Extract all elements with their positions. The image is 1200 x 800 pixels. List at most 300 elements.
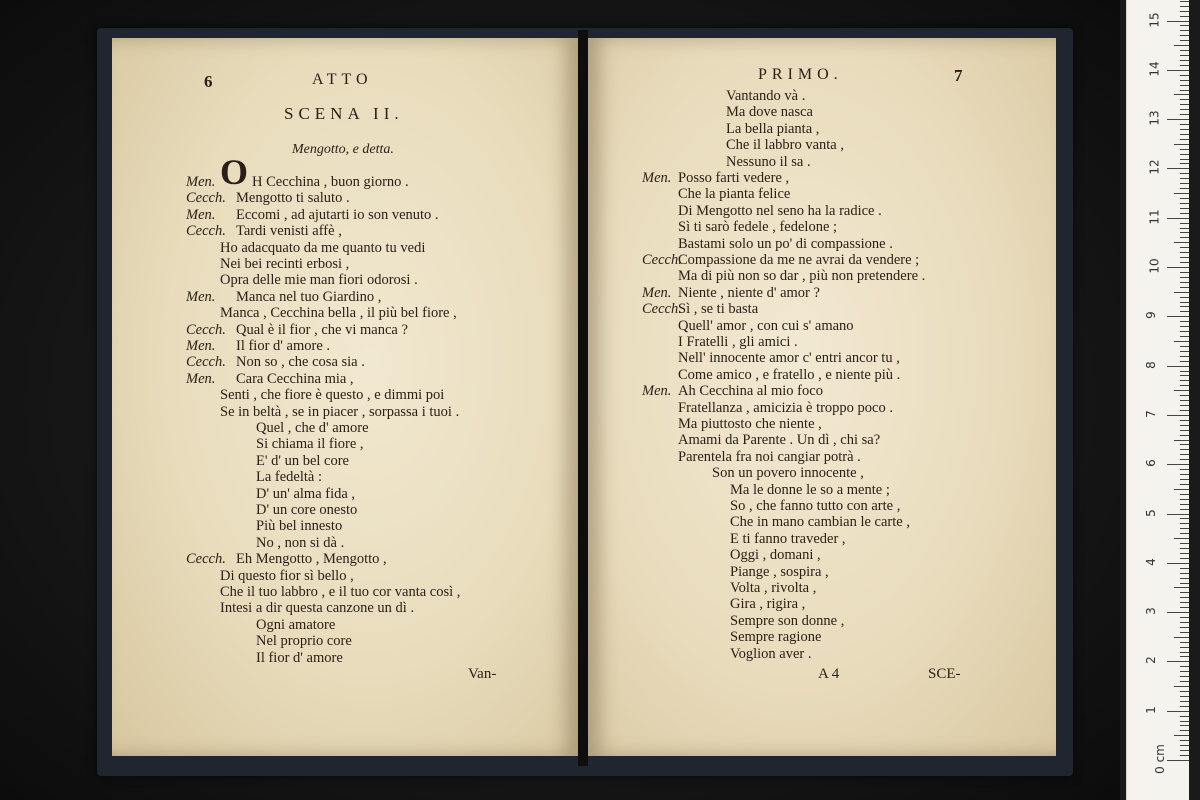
verse-text: Senti , che fiore è questo , e dimmi poi — [220, 387, 445, 404]
speaker-label: Men. — [642, 170, 672, 186]
verse-text: Piange , sospira , — [730, 563, 829, 580]
verse-line — [642, 498, 1054, 515]
ruler-number: 7 — [1143, 410, 1158, 418]
ruler-tick — [1167, 612, 1189, 613]
speaker-label: Men. — [186, 174, 216, 190]
ruler-tick — [1180, 543, 1189, 544]
speaker-label: Men. — [642, 284, 672, 301]
ruler-tick — [1174, 45, 1189, 46]
ruler-tick — [1180, 454, 1189, 455]
ruler-tick — [1180, 721, 1189, 722]
verse-line — [642, 580, 1054, 597]
verse-text: Voglion aver . — [730, 645, 812, 662]
ruler-tick — [1180, 666, 1189, 667]
ruler-tick — [1180, 597, 1189, 598]
ruler-tick — [1180, 208, 1189, 209]
verse-text: H Cecchina , buon giorno . — [252, 174, 409, 190]
verse-text: Ma dove nasca — [726, 104, 813, 121]
verse-line — [186, 190, 576, 207]
verse-text: Qual è il fior , che vi manca ? — [236, 321, 408, 338]
verse-line — [642, 564, 1054, 581]
verse-text: Intesi a dir questa canzone un dì . — [220, 600, 415, 617]
ruler-tick — [1167, 563, 1189, 564]
left-page — [112, 38, 580, 756]
ruler-number: 4 — [1143, 557, 1158, 566]
ruler-tick — [1174, 341, 1189, 342]
ruler-tick — [1180, 277, 1189, 278]
ruler-tick — [1180, 469, 1189, 470]
ruler-tick — [1180, 30, 1189, 31]
ruler-tick — [1180, 272, 1189, 273]
catchword: SCE- — [928, 666, 961, 682]
ruler-tick — [1180, 232, 1189, 233]
verse-line — [186, 256, 576, 273]
ruler-tick — [1180, 99, 1189, 100]
ruler-tick — [1180, 622, 1189, 623]
right-page — [586, 38, 1056, 756]
verse-text: Eh Mengotto , Mengotto , — [236, 551, 387, 568]
verse-line — [642, 514, 1054, 531]
verse-text: Sì ti sarò fedele , fedelone ; — [678, 219, 838, 236]
ruler-tick — [1180, 701, 1189, 702]
ruler-tick — [1180, 11, 1189, 12]
verse-text: Nessuno il sa . — [726, 153, 811, 170]
ruler-tick — [1180, 198, 1189, 199]
verse-text: Cara Cecchina mia , — [236, 370, 354, 387]
ruler-tick — [1180, 420, 1189, 421]
ruler-tick — [1167, 711, 1189, 712]
ruler-tick — [1180, 449, 1189, 450]
verse-text: Gira , rigira , — [730, 596, 806, 613]
verse-text: I Fratelli , gli amici . — [678, 334, 798, 350]
ruler-tick — [1180, 499, 1189, 500]
ruler-number: 1 — [1143, 705, 1158, 714]
ruler-tick — [1174, 489, 1189, 490]
ruler-tick — [1180, 410, 1189, 411]
catchword: Van- — [468, 666, 497, 682]
verse-text: Ah Cecchina al mio foco — [678, 383, 823, 400]
ruler-number: 9 — [1143, 311, 1158, 320]
ruler-tick — [1180, 430, 1189, 431]
verse-line — [642, 416, 1054, 433]
ruler-tick — [1180, 75, 1189, 76]
verse-line — [186, 617, 576, 634]
ruler-tick — [1180, 282, 1189, 283]
verse-text: No , non si dà . — [256, 534, 345, 551]
ruler-tick — [1180, 568, 1189, 569]
ruler-unit: 0 cm — [1152, 744, 1167, 774]
ruler-tick — [1180, 306, 1189, 307]
ruler-tick — [1180, 346, 1189, 347]
verse-text: Che la pianta felice — [678, 186, 791, 203]
verse-line — [642, 449, 1054, 466]
verse-text: Il fior d' amore — [256, 649, 343, 666]
ruler-tick — [1180, 740, 1189, 741]
verse-text: Opra delle mie man fiori odorosi . — [220, 272, 418, 289]
verse-text: So , che fanno tutto con arte , — [730, 498, 901, 514]
speaker-label: Men. — [186, 338, 216, 354]
ruler-tick — [1180, 252, 1189, 253]
verse-text: Nell' innocente amor c' entri ancor tu , — [678, 350, 900, 367]
verse-line — [642, 350, 1054, 367]
ruler-tick — [1174, 242, 1189, 243]
verse-line — [186, 404, 576, 421]
verse-line — [642, 465, 1054, 482]
ruler-number: 15 — [1147, 11, 1162, 28]
verse-text: Nei bei recinti erbosi , — [220, 256, 350, 272]
verse-line — [186, 338, 576, 355]
signature-mark: A 4 — [818, 666, 840, 682]
ruler-tick — [1180, 528, 1189, 529]
ruler-tick — [1180, 124, 1189, 125]
verse-line — [186, 600, 576, 617]
verse-line — [642, 334, 1054, 351]
ruler-tick — [1180, 371, 1189, 372]
verse-line — [642, 432, 1054, 449]
ruler-tick — [1180, 691, 1189, 692]
ruler-tick — [1167, 464, 1189, 465]
verse-text: Se in beltà , se in piacer , sorpassa i tuoi . — [220, 403, 460, 420]
ruler-tick — [1180, 183, 1189, 184]
verse-line — [642, 203, 1054, 220]
ruler-tick — [1180, 533, 1189, 534]
ruler-number: 8 — [1143, 360, 1158, 369]
ruler-tick — [1180, 435, 1189, 436]
ruler-tick — [1180, 257, 1189, 258]
verse-text: Non so , che cosa sia . — [236, 354, 365, 371]
ruler-tick — [1180, 213, 1189, 214]
ruler-tick — [1180, 149, 1189, 150]
verse-text: E ti fanno traveder , — [730, 530, 846, 547]
verse-text: Il fior d' amore . — [236, 338, 331, 354]
verse-line — [186, 371, 576, 388]
ruler-tick — [1180, 203, 1189, 204]
verse-text: Mengotto ti saluto . — [236, 190, 350, 207]
verse-text: Quel , che d' amore — [256, 420, 369, 436]
ruler-tick — [1180, 287, 1189, 288]
ruler-tick — [1180, 188, 1189, 189]
verse-text: Più bel innesto — [256, 518, 343, 535]
verse-line — [642, 186, 1054, 203]
verse-text: Che il tuo labbro , e il tuo cor vanta così , — [220, 584, 461, 600]
verse-line — [186, 453, 576, 470]
ruler-tick — [1167, 218, 1189, 219]
verse-line — [186, 436, 576, 453]
ruler-tick — [1180, 548, 1189, 549]
ruler-tick — [1180, 632, 1189, 633]
verse-line — [642, 252, 1054, 269]
page-number: 6 — [204, 72, 213, 91]
ruler-tick — [1180, 159, 1189, 160]
ruler-tick — [1180, 716, 1189, 717]
ruler-tick — [1180, 85, 1189, 86]
verse-line — [642, 547, 1054, 564]
ruler-tick — [1180, 656, 1189, 657]
verse-line — [186, 240, 576, 257]
verse-line — [642, 531, 1054, 548]
verse-text: Son un povero innocente , — [712, 465, 864, 482]
verse-text: E' d' un bel core — [256, 452, 349, 469]
ruler-tick — [1174, 440, 1189, 441]
ruler-tick — [1180, 395, 1189, 396]
ruler-tick — [1167, 119, 1189, 120]
verse-line — [642, 170, 1054, 187]
ruler-tick — [1180, 154, 1189, 155]
ruler-tick — [1180, 504, 1189, 505]
verse-line — [642, 154, 1054, 171]
verse-text: Tardi venisti affè , — [236, 223, 342, 240]
ruler-tick — [1180, 326, 1189, 327]
ruler-tick — [1180, 356, 1189, 357]
verse-line — [642, 236, 1054, 253]
verse-text: Volta , rivolta , — [730, 580, 817, 596]
ruler-tick — [1180, 400, 1189, 401]
verse-line — [186, 207, 576, 224]
ruler-tick — [1180, 1, 1189, 2]
ruler-tick — [1180, 331, 1189, 332]
ruler-tick — [1180, 607, 1189, 608]
ruler-tick — [1180, 583, 1189, 584]
ruler-tick — [1180, 139, 1189, 140]
ruler-tick — [1180, 518, 1189, 519]
ruler-tick — [1180, 647, 1189, 648]
verse-text: Amami da Parente . Un dì , chi sa? — [678, 432, 881, 449]
ruler-tick — [1180, 55, 1189, 56]
verse-line — [186, 535, 576, 552]
verse-text: La fedeltà : — [256, 469, 323, 486]
ruler-tick — [1180, 129, 1189, 130]
ruler-tick — [1180, 405, 1189, 406]
verse-line — [186, 650, 576, 667]
verse-line — [642, 121, 1054, 138]
verse-text: Posso farti vedere , — [678, 170, 790, 186]
ruler-tick — [1180, 109, 1189, 110]
ruler-tick — [1180, 642, 1189, 643]
verse-line — [642, 137, 1054, 154]
verse-text: Ma di più non so dar , più non pretendere . — [678, 268, 926, 285]
ruler-tick — [1180, 484, 1189, 485]
ruler-number: 13 — [1147, 110, 1162, 126]
verse-line — [642, 219, 1054, 236]
verse-text: Che il labbro vanta , — [726, 137, 844, 154]
ruler-tick — [1174, 292, 1189, 293]
ruler-tick — [1180, 627, 1189, 628]
ruler-tick — [1174, 538, 1189, 539]
ruler-tick — [1167, 415, 1189, 416]
drop-cap: O — [220, 152, 249, 192]
ruler-tick — [1180, 696, 1189, 697]
verse-line — [642, 596, 1054, 613]
ruler-tick — [1167, 760, 1189, 761]
verse-text: Di questo fior sì bello , — [220, 567, 354, 584]
ruler-tick — [1167, 70, 1189, 71]
ruler-tick — [1167, 316, 1189, 317]
verse-text: Eccomi , ad ajutarti io son venuto . — [236, 206, 439, 223]
verse-text: Quell' amor , con cui s' amano — [678, 317, 854, 334]
ruler-tick — [1180, 90, 1189, 91]
ruler-tick — [1180, 336, 1189, 337]
ruler-tick — [1180, 681, 1189, 682]
ruler-tick — [1180, 228, 1189, 229]
ruler-tick — [1180, 302, 1189, 303]
ruler-tick — [1180, 65, 1189, 66]
verse-text: Niente , niente d' amor ? — [678, 284, 820, 301]
ruler-number: 3 — [1143, 607, 1158, 615]
verse-text: Oggi , domani , — [730, 547, 821, 564]
ruler-tick — [1180, 573, 1189, 574]
verse-text: Bastami solo un po' di compassione . — [678, 235, 893, 252]
verse-line — [642, 285, 1054, 302]
measuring-ruler — [1126, 0, 1189, 800]
persons-line: Mengotto, e detta. — [292, 142, 394, 157]
ruler-tick — [1180, 652, 1189, 653]
ruler-tick — [1174, 637, 1189, 638]
verse-line — [186, 518, 576, 535]
verse-text: Ma piuttosto che niente , — [678, 416, 822, 432]
verse-text: Parentela fra noi cangiar potrà . — [678, 448, 861, 465]
verse-line — [186, 502, 576, 519]
ruler-tick — [1180, 479, 1189, 480]
ruler-tick — [1180, 104, 1189, 105]
ruler-tick — [1180, 592, 1189, 593]
ruler-tick — [1180, 247, 1189, 248]
ruler-tick — [1180, 676, 1189, 677]
speaker-label: Cecch. — [186, 190, 226, 207]
ruler-tick — [1180, 553, 1189, 554]
verse-text: Nel proprio core — [256, 633, 352, 650]
speaker-label: Men. — [642, 383, 672, 400]
ruler-tick — [1180, 134, 1189, 135]
ruler-tick — [1180, 35, 1189, 36]
speaker-label: Men. — [186, 288, 216, 305]
speaker-label: Cecch. — [642, 252, 682, 268]
verse-text: Che in mano cambian le carte , — [730, 514, 910, 531]
verse-line — [186, 272, 576, 289]
verse-line — [642, 613, 1054, 630]
ruler-number: 14 — [1147, 61, 1162, 77]
ruler-tick — [1180, 114, 1189, 115]
verse-line — [642, 367, 1054, 384]
ruler-tick — [1180, 578, 1189, 579]
ruler-tick — [1180, 617, 1189, 618]
verse-text: Manca , Cecchina bella , il più bel fiore , — [220, 305, 457, 322]
ruler-tick — [1180, 361, 1189, 362]
verse-text: Come amico , e fratello , e niente più . — [678, 366, 901, 383]
ruler-tick — [1167, 366, 1189, 367]
ruler-tick — [1180, 444, 1189, 445]
verse-text: Vantando và . — [726, 88, 806, 104]
verse-line — [642, 104, 1054, 121]
verse-line — [642, 482, 1054, 499]
ruler-tick — [1174, 587, 1189, 588]
ruler-tick — [1180, 6, 1189, 7]
ruler-tick — [1174, 390, 1189, 391]
speaker-label: Cecch. — [186, 321, 226, 338]
ruler-tick — [1167, 514, 1189, 515]
ruler-tick — [1180, 321, 1189, 322]
ruler-tick — [1180, 745, 1189, 746]
ruler-tick — [1180, 755, 1189, 756]
ruler-tick — [1180, 750, 1189, 751]
ruler-tick — [1180, 385, 1189, 386]
ruler-tick — [1180, 80, 1189, 81]
ruler-tick — [1180, 725, 1189, 726]
verse-line — [186, 387, 576, 404]
speaker-label: Men. — [186, 370, 216, 387]
verse-text: Fratellanza , amicizia è troppo poco . — [678, 399, 893, 416]
ruler-tick — [1180, 509, 1189, 510]
ruler-tick — [1180, 223, 1189, 224]
ruler-tick — [1180, 602, 1189, 603]
verse-line — [642, 629, 1054, 646]
ruler-number: 2 — [1143, 656, 1158, 665]
ruler-tick — [1180, 380, 1189, 381]
verse-line — [186, 354, 576, 371]
ruler-tick — [1180, 60, 1189, 61]
running-head: ATTO — [312, 71, 373, 88]
speaker-label: Cecch. — [186, 354, 226, 371]
verse-text: Ma le donne le so a mente ; — [730, 481, 890, 498]
ruler-tick — [1180, 459, 1189, 460]
verse-line — [186, 551, 576, 568]
verse-text: Di Mengotto nel seno ha la radice . — [678, 202, 882, 219]
verse-text: Ho adacquato da me quanto tu vedi — [220, 239, 426, 256]
ruler-tick — [1180, 297, 1189, 298]
verse-line — [642, 646, 1054, 663]
verse-text: La bella pianta , — [726, 120, 820, 137]
verse-line — [186, 322, 576, 339]
book-gutter — [578, 30, 588, 766]
ruler-number: 12 — [1147, 159, 1162, 176]
ruler-tick — [1180, 730, 1189, 731]
verse-text: Si chiama il fiore , — [256, 436, 364, 453]
speaker-label: Cecch. — [186, 223, 226, 240]
ruler-number: 10 — [1147, 258, 1162, 274]
ruler-tick — [1180, 351, 1189, 352]
verse-line — [186, 469, 576, 486]
ruler-tick — [1180, 671, 1189, 672]
ruler-tick — [1167, 661, 1189, 662]
ruler-tick — [1180, 474, 1189, 475]
ruler-number: 11 — [1147, 209, 1162, 225]
scene-title: SCENA II. — [284, 104, 404, 123]
page-number: 7 — [954, 66, 963, 85]
speaker-label: Men. — [186, 206, 216, 223]
verse-line — [642, 400, 1054, 417]
verse-text: Sempre ragione — [730, 629, 822, 646]
ruler-tick — [1180, 311, 1189, 312]
verse-line — [642, 301, 1054, 318]
verse-line — [186, 305, 576, 322]
ruler-tick — [1180, 163, 1189, 164]
verse-line — [186, 486, 576, 503]
verse-line — [642, 318, 1054, 335]
ruler-tick — [1180, 262, 1189, 263]
ruler-tick — [1174, 94, 1189, 95]
ruler-tick — [1180, 237, 1189, 238]
ruler-tick — [1180, 178, 1189, 179]
ruler-tick — [1180, 558, 1189, 559]
verse-line — [186, 223, 576, 240]
ruler-tick — [1180, 50, 1189, 51]
ruler-tick — [1180, 425, 1189, 426]
verse-line — [642, 268, 1054, 285]
ruler-number: 6 — [1143, 459, 1158, 468]
ruler-tick — [1174, 193, 1189, 194]
ruler-tick — [1174, 735, 1189, 736]
verse-text: Compassione da me ne avrai da vendere ; — [678, 252, 920, 268]
ruler-tick — [1174, 144, 1189, 145]
